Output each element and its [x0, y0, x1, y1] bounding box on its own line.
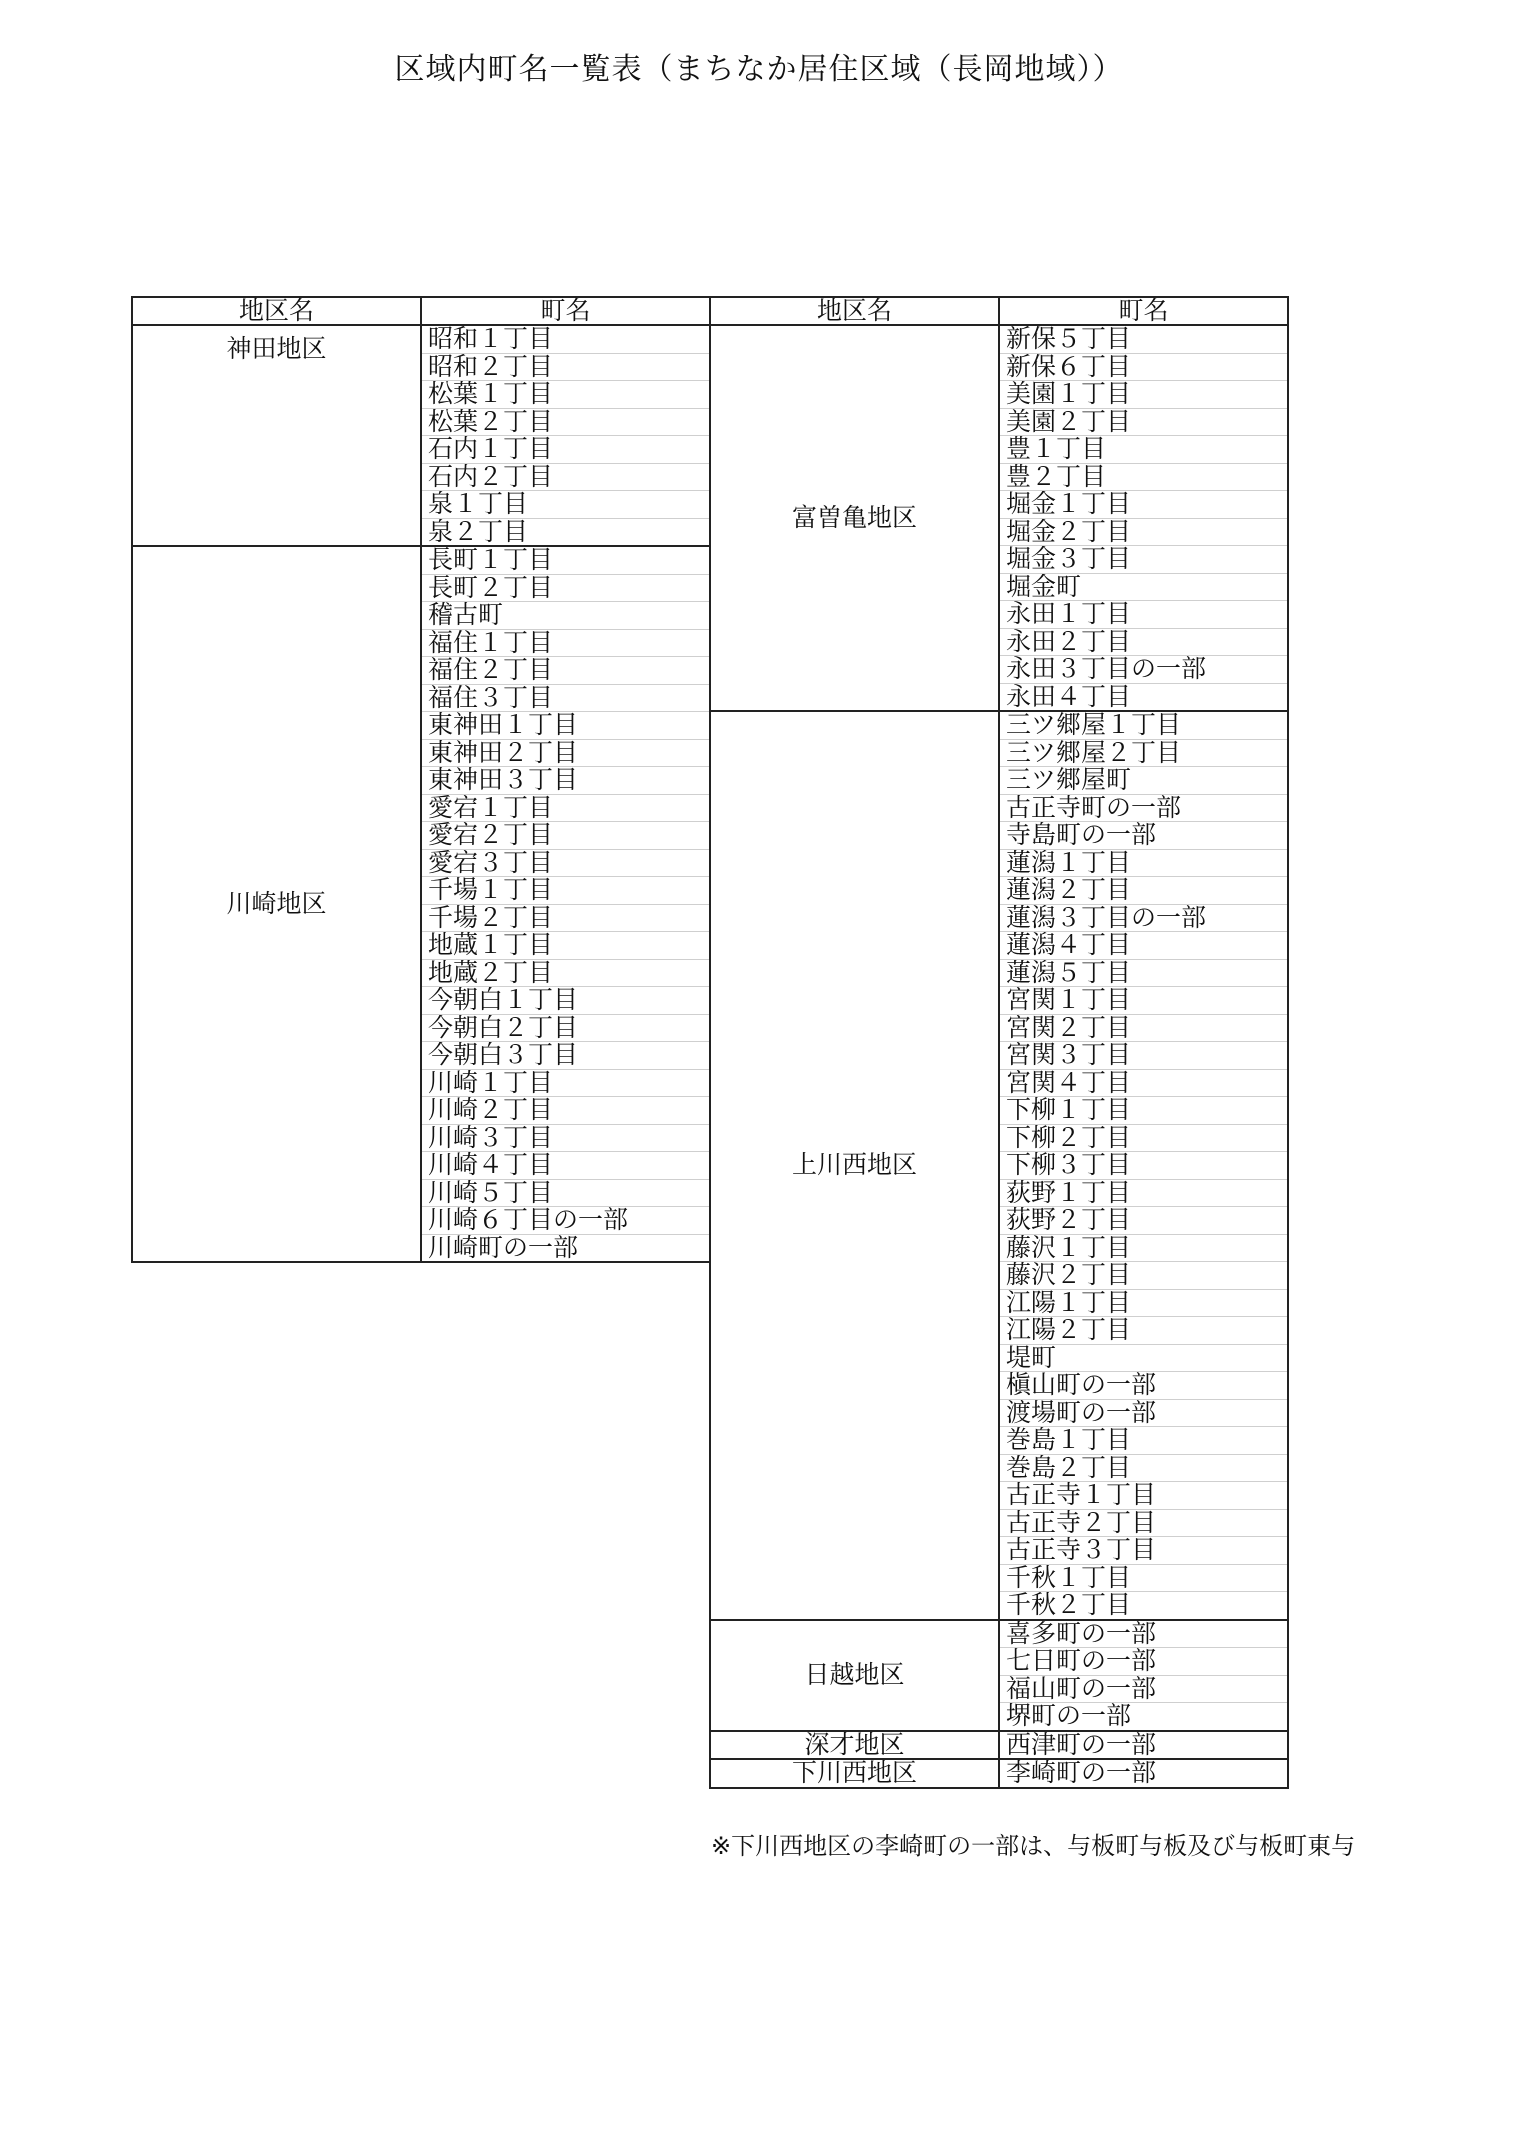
town-name: 下柳２丁目	[999, 1124, 1288, 1152]
town-name: 江陽１丁目	[999, 1289, 1288, 1317]
town-name: 豊２丁目	[999, 463, 1288, 491]
town-name: 蓮潟４丁目	[999, 932, 1288, 960]
town-name: 東神田２丁目	[421, 739, 710, 767]
district-name: 富曽亀地区	[710, 325, 999, 711]
town-name: 川崎２丁目	[421, 1097, 710, 1125]
town-name: 今朝白２丁目	[421, 1014, 710, 1042]
district-name: 川崎地区	[132, 546, 421, 1262]
town-name: 福山町の一部	[999, 1675, 1288, 1703]
town-name: 新保６丁目	[999, 353, 1288, 381]
town-name: 千場１丁目	[421, 877, 710, 905]
town-name: 三ツ郷屋２丁目	[999, 739, 1288, 767]
town-name: 堺町の一部	[999, 1703, 1288, 1731]
town-name: 江陽２丁目	[999, 1317, 1288, 1345]
town-name: 下柳１丁目	[999, 1097, 1288, 1125]
town-name: 福住１丁目	[421, 629, 710, 657]
town-name: 堀金２丁目	[999, 518, 1288, 546]
town-name: 泉２丁目	[421, 518, 710, 546]
town-name: 愛宕１丁目	[421, 794, 710, 822]
table-row	[132, 325, 710, 353]
town-name: 永田３丁目の一部	[999, 656, 1288, 684]
town-name: 蓮潟２丁目	[999, 877, 1288, 905]
town-name: 古正寺３丁目	[999, 1537, 1288, 1565]
town-name: 永田１丁目	[999, 601, 1288, 629]
table-header-row	[710, 297, 1288, 325]
town-name: 東神田１丁目	[421, 712, 710, 740]
town-name: 長町２丁目	[421, 574, 710, 602]
town-name: 宮関２丁目	[999, 1014, 1288, 1042]
town-name: 川崎３丁目	[421, 1124, 710, 1152]
district-name: 深才地区	[710, 1731, 999, 1760]
town-name: 川崎１丁目	[421, 1069, 710, 1097]
town-name: 宮関４丁目	[999, 1069, 1288, 1097]
town-name: 槇山町の一部	[999, 1372, 1288, 1400]
town-name: 石内１丁目	[421, 436, 710, 464]
town-name: 稽古町	[421, 602, 710, 630]
town-name: 今朝白３丁目	[421, 1042, 710, 1070]
district-table-left	[131, 296, 711, 1263]
page-title: 区域内町名一覧表（まちなか居住区域（長岡地域））	[394, 52, 1124, 87]
town-name: 昭和１丁目	[421, 325, 710, 353]
town-name: 寺島町の一部	[999, 822, 1288, 850]
town-name: 川崎５丁目	[421, 1179, 710, 1207]
town-name: 豊１丁目	[999, 436, 1288, 464]
footnote: ※下川西地区の李崎町の一部は、与板町与板及び与板町東与	[711, 1832, 1356, 1860]
town-name: 下柳３丁目	[999, 1152, 1288, 1180]
table-row	[710, 711, 1288, 739]
district-name: 上川西地区	[710, 711, 999, 1620]
header-area: 地区名	[710, 297, 999, 325]
town-name: 東神田３丁目	[421, 767, 710, 795]
town-name: 昭和２丁目	[421, 353, 710, 381]
town-name: 川崎６丁目の一部	[421, 1207, 710, 1235]
town-name: 美園２丁目	[999, 408, 1288, 436]
town-name: 千秋１丁目	[999, 1564, 1288, 1592]
town-name: 堀金３丁目	[999, 546, 1288, 574]
town-name: 新保５丁目	[999, 325, 1288, 353]
town-name: 渡場町の一部	[999, 1399, 1288, 1427]
town-name: 松葉２丁目	[421, 408, 710, 436]
town-name: 堀金町	[999, 573, 1288, 601]
district-name: 下川西地区	[710, 1759, 999, 1788]
town-name: 蓮潟３丁目の一部	[999, 904, 1288, 932]
town-name: 喜多町の一部	[999, 1620, 1288, 1648]
table-row	[710, 1759, 1288, 1788]
town-name: 藤沢２丁目	[999, 1262, 1288, 1290]
header-area: 地区名	[132, 297, 421, 325]
town-name: 古正寺２丁目	[999, 1509, 1288, 1537]
header-town: 町名	[421, 297, 710, 325]
town-name: 石内２丁目	[421, 463, 710, 491]
table-row	[132, 546, 710, 574]
town-name: 川崎町の一部	[421, 1234, 710, 1262]
town-name: 巻島１丁目	[999, 1427, 1288, 1455]
town-name: 宮関１丁目	[999, 987, 1288, 1015]
town-name: 長町１丁目	[421, 546, 710, 574]
town-name: 千秋２丁目	[999, 1592, 1288, 1620]
town-name: 千場２丁目	[421, 904, 710, 932]
town-name: 西津町の一部	[999, 1731, 1288, 1760]
district-name: 神田地区	[132, 325, 421, 546]
town-name: 荻野２丁目	[999, 1207, 1288, 1235]
town-name: 蓮潟５丁目	[999, 959, 1288, 987]
town-name: 堤町	[999, 1344, 1288, 1372]
town-name: 泉１丁目	[421, 491, 710, 519]
district-name: 日越地区	[710, 1620, 999, 1731]
town-name: 宮関３丁目	[999, 1042, 1288, 1070]
header-town: 町名	[999, 297, 1288, 325]
town-name: 愛宕２丁目	[421, 822, 710, 850]
town-name: 七日町の一部	[999, 1648, 1288, 1676]
town-name: 愛宕３丁目	[421, 849, 710, 877]
town-name: 川崎４丁目	[421, 1152, 710, 1180]
town-name: 松葉１丁目	[421, 381, 710, 409]
town-name: 堀金１丁目	[999, 491, 1288, 519]
table-row	[710, 1731, 1288, 1760]
town-name: 永田４丁目	[999, 683, 1288, 711]
town-name: 古正寺町の一部	[999, 794, 1288, 822]
town-name: 今朝白１丁目	[421, 987, 710, 1015]
town-name: 李崎町の一部	[999, 1759, 1288, 1788]
town-name: 地蔵１丁目	[421, 932, 710, 960]
town-name: 地蔵２丁目	[421, 959, 710, 987]
town-name: 福住２丁目	[421, 657, 710, 685]
table-row	[710, 325, 1288, 353]
town-name: 古正寺１丁目	[999, 1482, 1288, 1510]
table-row	[710, 1620, 1288, 1648]
town-name: 巻島２丁目	[999, 1454, 1288, 1482]
town-name: 美園１丁目	[999, 381, 1288, 409]
town-name: 三ツ郷屋１丁目	[999, 711, 1288, 739]
town-name: 三ツ郷屋町	[999, 767, 1288, 795]
town-name: 永田２丁目	[999, 628, 1288, 656]
town-name: 蓮潟１丁目	[999, 849, 1288, 877]
town-name: 藤沢１丁目	[999, 1234, 1288, 1262]
table-header-row	[132, 297, 710, 325]
district-table-right	[709, 296, 1289, 1789]
town-name: 荻野１丁目	[999, 1179, 1288, 1207]
town-name: 福住３丁目	[421, 684, 710, 712]
